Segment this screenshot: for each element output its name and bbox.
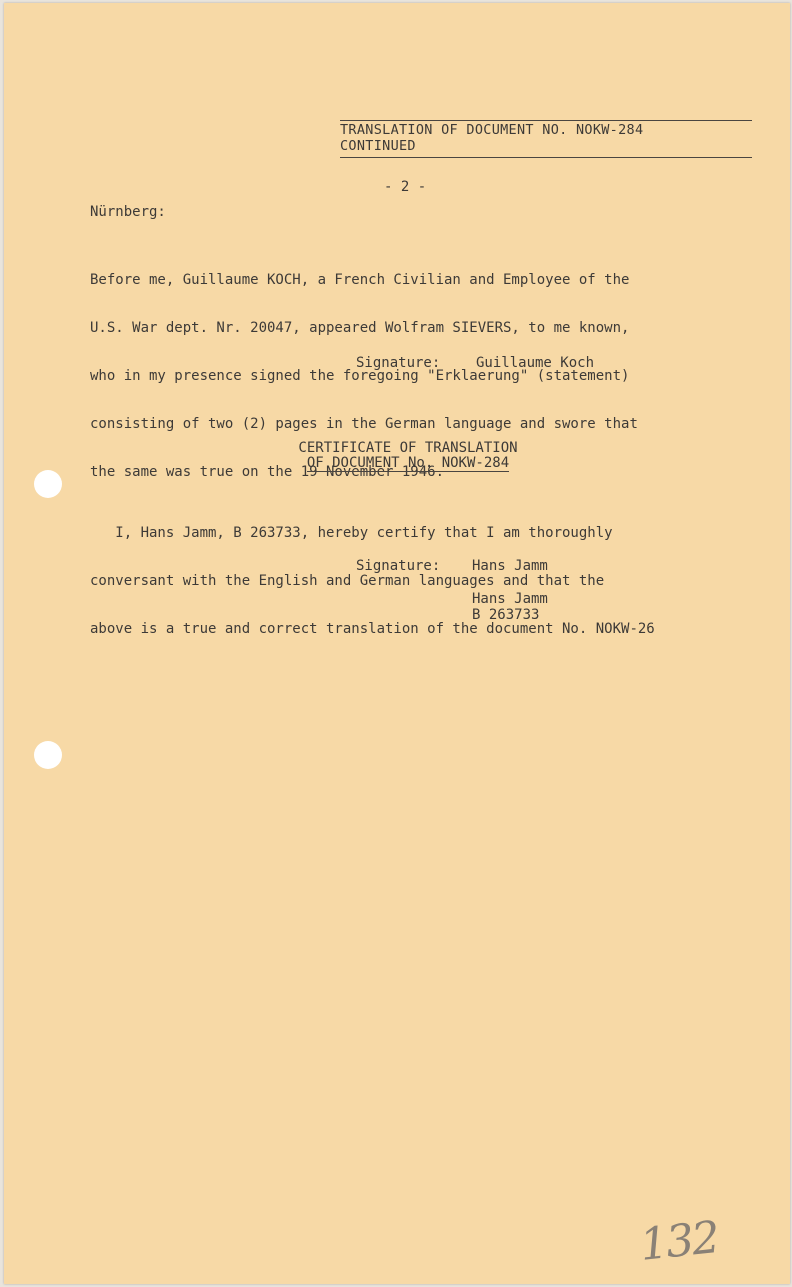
oath-line: U.S. War dept. Nr. 20047, appeared Wolfram SIEVERS, to me known, bbox=[90, 320, 630, 336]
certificate-title bbox=[278, 441, 538, 472]
punch-hole-lower bbox=[34, 741, 62, 769]
certificate-title-line1: CERTIFICATE OF TRANSLATION bbox=[298, 440, 518, 456]
header-continued: CONTINUED bbox=[340, 138, 416, 154]
document-header bbox=[340, 120, 752, 158]
oath-signature-name: Guillaume Koch bbox=[476, 355, 595, 371]
translator-typed-name: Hans Jamm bbox=[472, 591, 548, 607]
handwritten-folio-number: 132 bbox=[637, 1212, 721, 1271]
certificate-paragraph bbox=[90, 493, 655, 669]
header-title: TRANSLATION OF DOCUMENT NO. NOKW-284 bbox=[340, 122, 644, 138]
page-number: - 2 - bbox=[384, 179, 427, 195]
certificate-signature-label: Signature: bbox=[356, 558, 441, 574]
oath-line: consisting of two (2) pages in the German language and swore that bbox=[90, 416, 638, 432]
oath-line: Before me, Guillaume KOCH, a French Civilian and Employee of the bbox=[90, 272, 630, 288]
certificate-title-line2: OF DOCUMENT No. NOKW-284 bbox=[306, 455, 510, 471]
certificate-line: above is a true and correct translation of the document No. NOKW-26 bbox=[90, 621, 655, 637]
translator-typed-id: B 263733 bbox=[472, 607, 540, 623]
place-label: Nürnberg: bbox=[90, 204, 166, 220]
certificate-line: I, Hans Jamm, B 263733, hereby certify that I am thoroughly bbox=[90, 525, 613, 541]
document-page bbox=[4, 3, 790, 1284]
punch-hole-upper bbox=[34, 470, 62, 498]
oath-line: who in my presence signed the foregoing "Erklaerung" (statement) bbox=[90, 368, 630, 384]
oath-line: the same was true on the 19 November 1946. bbox=[90, 464, 445, 480]
header-top-rule bbox=[340, 120, 752, 121]
certificate-signature-name: Hans Jamm bbox=[472, 558, 548, 574]
certificate-line: conversant with the English and German languages and that the bbox=[90, 573, 605, 589]
header-bottom-rule bbox=[340, 157, 752, 158]
oath-signature-label: Signature: bbox=[356, 355, 441, 371]
